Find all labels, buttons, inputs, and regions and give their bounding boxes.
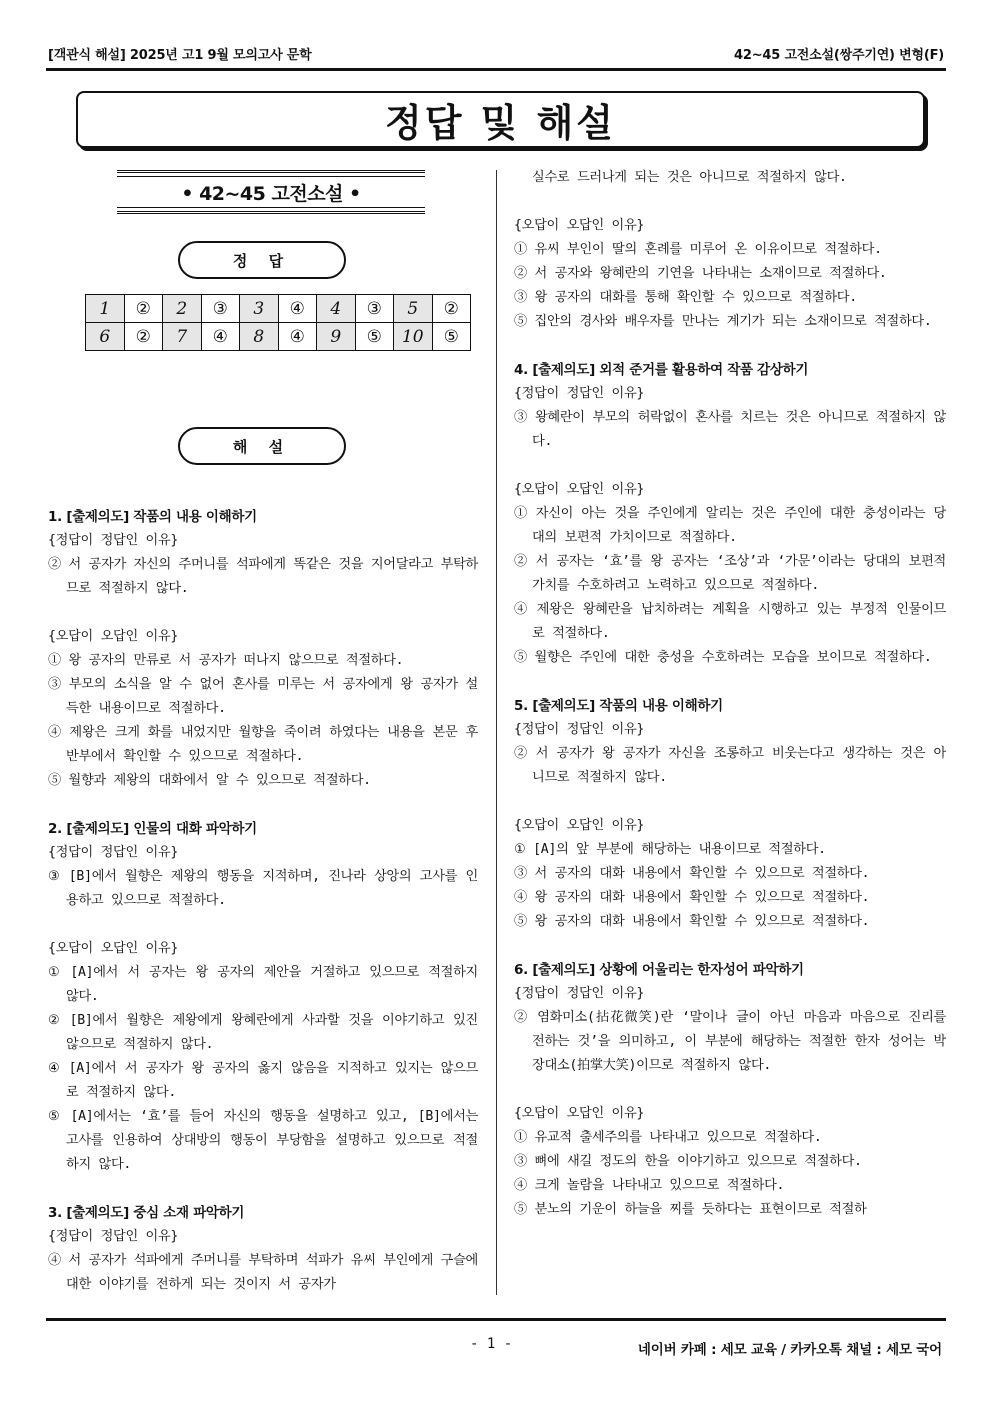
header-left-title: [객관식 해설] 2025년 고1 9월 모의고사 문학 xyxy=(48,48,312,63)
answer-num: 5 xyxy=(394,295,433,323)
wrong-reason-label: {오답이 오답인 이유} xyxy=(514,482,645,497)
column-divider xyxy=(496,170,497,1295)
q1-wrong-item: ⑤ 월향과 제왕의 대화에서 알 수 있으므로 적절하다. xyxy=(48,773,371,788)
answer-num: 10 xyxy=(394,323,433,351)
answer-num: 9 xyxy=(317,323,356,351)
q5-wrong-item: ⑤ 왕 공자의 대화 내용에서 확인할 수 있으므로 적절하다. xyxy=(514,914,870,929)
footer-divider xyxy=(46,1318,946,1321)
answer-value: ⑤ xyxy=(355,323,394,351)
page-title-box xyxy=(76,91,925,148)
answer-value: ④ xyxy=(278,323,317,351)
q6-wrong-item: ① 유교적 출세주의를 나타내고 있으므로 적절하다. xyxy=(514,1130,822,1145)
section-banner xyxy=(117,170,425,214)
q3-correct-part2: 실수로 드러나게 되는 것은 아니므로 적절하지 않다. xyxy=(532,170,847,185)
q6-title: 6. [출제의도] 상황에 어울리는 한자성어 파악하기 xyxy=(514,962,804,978)
q4-wrong-item: ④ 제왕은 왕혜란을 납치하려는 계획을 시행하고 있는 부정적 인물이므로 적절하다. xyxy=(514,602,946,641)
answer-num: 6 xyxy=(86,323,125,351)
q2-wrong-item: ② [B]에서 월향은 제왕에게 왕혜란에게 사과할 것을 이야기하고 있진 않으므로 적절하지 않다. xyxy=(48,1013,478,1052)
q2-correct: ③ [B]에서 월향은 제왕의 행동을 지적하며, 진나라 상앙의 고사를 인용하고 있으므로 적절하다. xyxy=(48,869,478,908)
correct-reason-label: {정답이 정답인 이유} xyxy=(514,722,645,737)
wrong-reason-label: {오답이 오답인 이유} xyxy=(514,1106,645,1121)
q4-wrong-item: ⑤ 월향은 주인에 대한 충성을 수호하려는 모습을 보이므로 적절하다. xyxy=(514,650,932,665)
correct-reason-label: {정답이 정답인 이유} xyxy=(514,386,645,401)
q6-wrong-item: ④ 크게 놀람을 나타내고 있으므로 적절하다. xyxy=(514,1178,785,1193)
page-title: 정답 및 해설 xyxy=(385,101,616,145)
q2-wrong-item: ① [A]에서 서 공자는 왕 공자의 제안을 거절하고 있으므로 적절하지 않다. xyxy=(48,965,478,1004)
header-right-title: 42~45 고전소설(쌍주기연) 변형(F) xyxy=(734,48,944,63)
q4-wrong-item: ② 서 공자는 ‘효’를 왕 공자는 ‘조상’과 ‘가문’이라는 당대의 보편적 가치를 수호하려고 노력하고 있으므로 적절하다. xyxy=(514,554,946,593)
q2-wrong-item: ⑤ [A]에서는 ‘효’를 들어 자신의 행동을 설명하고 있고, [B]에서는 고사를 인용하여 상대방의 행동이 부당함을 설명하고 있으므로 적절하지 않다. xyxy=(48,1109,478,1172)
q2-title: 2. [출제의도] 인물의 대화 파악하기 xyxy=(48,821,257,837)
q3-title: 3. [출제의도] 중심 소재 파악하기 xyxy=(48,1205,245,1221)
q4-title: 4. [출제의도] 외적 준거를 활용하여 작품 감상하기 xyxy=(514,362,809,378)
wrong-reason-label: {오답이 오답인 이유} xyxy=(48,629,179,644)
right-column xyxy=(514,166,946,1222)
answer-num: 2 xyxy=(163,295,202,323)
q1-wrong-item: ① 왕 공자의 만류로 서 공자가 떠나지 않으므로 적절하다. xyxy=(48,653,404,668)
answer-value: ② xyxy=(124,295,163,323)
q5-wrong-item: ③ 서 공자의 대화 내용에서 확인할 수 있으므로 적절하다. xyxy=(514,866,870,881)
q3-correct-part1: ④ 서 공자가 석파에게 주머니를 부탁하며 석파가 유씨 부인에게 구슬에 대한 이야기를 전하게 되는 것이지 서 공자가 xyxy=(48,1253,478,1292)
q3-wrong-item: ③ 왕 공자의 대화를 통해 확인할 수 있으므로 적절하다. xyxy=(514,290,857,305)
q2-wrong-item: ④ [A]에서 서 공자가 왕 공자의 옳지 않음을 지적하고 있지는 않으므로 적절하지 않다. xyxy=(48,1061,478,1100)
answer-value: ② xyxy=(124,323,163,351)
answer-value: ② xyxy=(432,295,471,323)
footer-contact: 네이버 카페 : 세모 교육 / 카카오톡 채널 : 세모 국어 xyxy=(637,1342,942,1358)
wrong-reason-label: {오답이 오답인 이유} xyxy=(514,818,645,833)
q5-correct: ② 서 공자가 왕 공자가 자신을 조롱하고 비웃는다고 생각하는 것은 아니므로 적절하지 않다. xyxy=(514,746,946,785)
q3-wrong-item: ② 서 공자와 왕혜란의 기연을 나타내는 소재이므로 적절하다. xyxy=(514,266,887,281)
wrong-reason-label: {오답이 오답인 이유} xyxy=(48,941,179,956)
answer-row xyxy=(86,323,471,351)
correct-reason-label: {정답이 정답인 이유} xyxy=(48,1229,179,1244)
correct-reason-label: {정답이 정답인 이유} xyxy=(48,533,179,548)
explain-pill: 해 설 xyxy=(178,427,346,465)
q6-wrong-item: ⑤ 분노의 기운이 하늘을 찌를 듯하다는 표현이므로 적절하 xyxy=(514,1202,867,1217)
q5-wrong-item: ④ 왕 공자의 대화 내용에서 확인할 수 있으므로 적절하다. xyxy=(514,890,870,905)
answer-num: 8 xyxy=(240,323,279,351)
answer-num: 7 xyxy=(163,323,202,351)
wrong-reason-label: {오답이 오답인 이유} xyxy=(514,218,645,233)
answer-num: 1 xyxy=(86,295,125,323)
answer-value: ③ xyxy=(201,295,240,323)
q1-title: 1. [출제의도] 작품의 내용 이해하기 xyxy=(48,509,257,525)
q5-title: 5. [출제의도] 작품의 내용 이해하기 xyxy=(514,698,723,714)
q1-correct: ② 서 공자가 자신의 주머니를 석파에게 똑같은 것을 지어달라고 부탁하므로 적절하지 않다. xyxy=(48,557,478,596)
section-banner-label: • 42~45 고전소설 • xyxy=(181,182,361,205)
q3-wrong-item: ① 유씨 부인이 딸의 혼례를 미루어 온 이유이므로 적절하다. xyxy=(514,242,882,257)
answer-value: ④ xyxy=(278,295,317,323)
answer-table xyxy=(85,294,471,351)
q5-wrong-item: ① [A]의 앞 부분에 해당하는 내용이므로 적절하다. xyxy=(514,842,826,857)
answer-num: 4 xyxy=(317,295,356,323)
q4-wrong-item: ① 자신이 아는 것을 주인에게 알리는 것은 주인에 대한 충성이라는 당대의 보편적 가치이므로 적절하다. xyxy=(514,506,946,545)
header-divider xyxy=(46,68,946,71)
page-number: - 1 - xyxy=(470,1336,513,1352)
q1-wrong-item: ③ 부모의 소식을 알 수 없어 혼사를 미루는 서 공자에게 왕 공자가 설득한 내용이므로 적절하다. xyxy=(48,677,478,716)
left-column xyxy=(48,505,478,1297)
correct-reason-label: {정답이 정답인 이유} xyxy=(514,986,645,1001)
q3-wrong-item: ⑤ 집안의 경사와 배우자를 만나는 계기가 되는 소재이므로 적절하다. xyxy=(514,314,932,329)
q4-correct: ③ 왕혜란이 부모의 허락없이 혼사를 치르는 것은 아니므로 적절하지 않다. xyxy=(514,410,946,449)
answer-pill: 정 답 xyxy=(178,241,346,279)
q6-correct: ② 염화미소(拈花微笑)란 ‘말이나 글이 아닌 마음과 마음으로 진리를 전하는 것’을 의미하고, 이 부분에 해당하는 적절한 한자 성어는 박장대소(拍掌大笑)이므로 적절하지 않다. xyxy=(514,1010,946,1073)
q6-wrong-item: ③ 뼈에 새길 정도의 한을 이야기하고 있으므로 적절하다. xyxy=(514,1154,862,1169)
q1-wrong-item: ④ 제왕은 크게 화를 내었지만 월향을 죽이려 하였다는 내용을 본문 후반부에서 확인할 수 있으므로 적절하다. xyxy=(48,725,478,764)
answer-value: ③ xyxy=(355,295,394,323)
answer-row xyxy=(86,295,471,323)
answer-value: ④ xyxy=(201,323,240,351)
answer-num: 3 xyxy=(240,295,279,323)
correct-reason-label: {정답이 정답인 이유} xyxy=(48,845,179,860)
answer-value: ⑤ xyxy=(432,323,471,351)
